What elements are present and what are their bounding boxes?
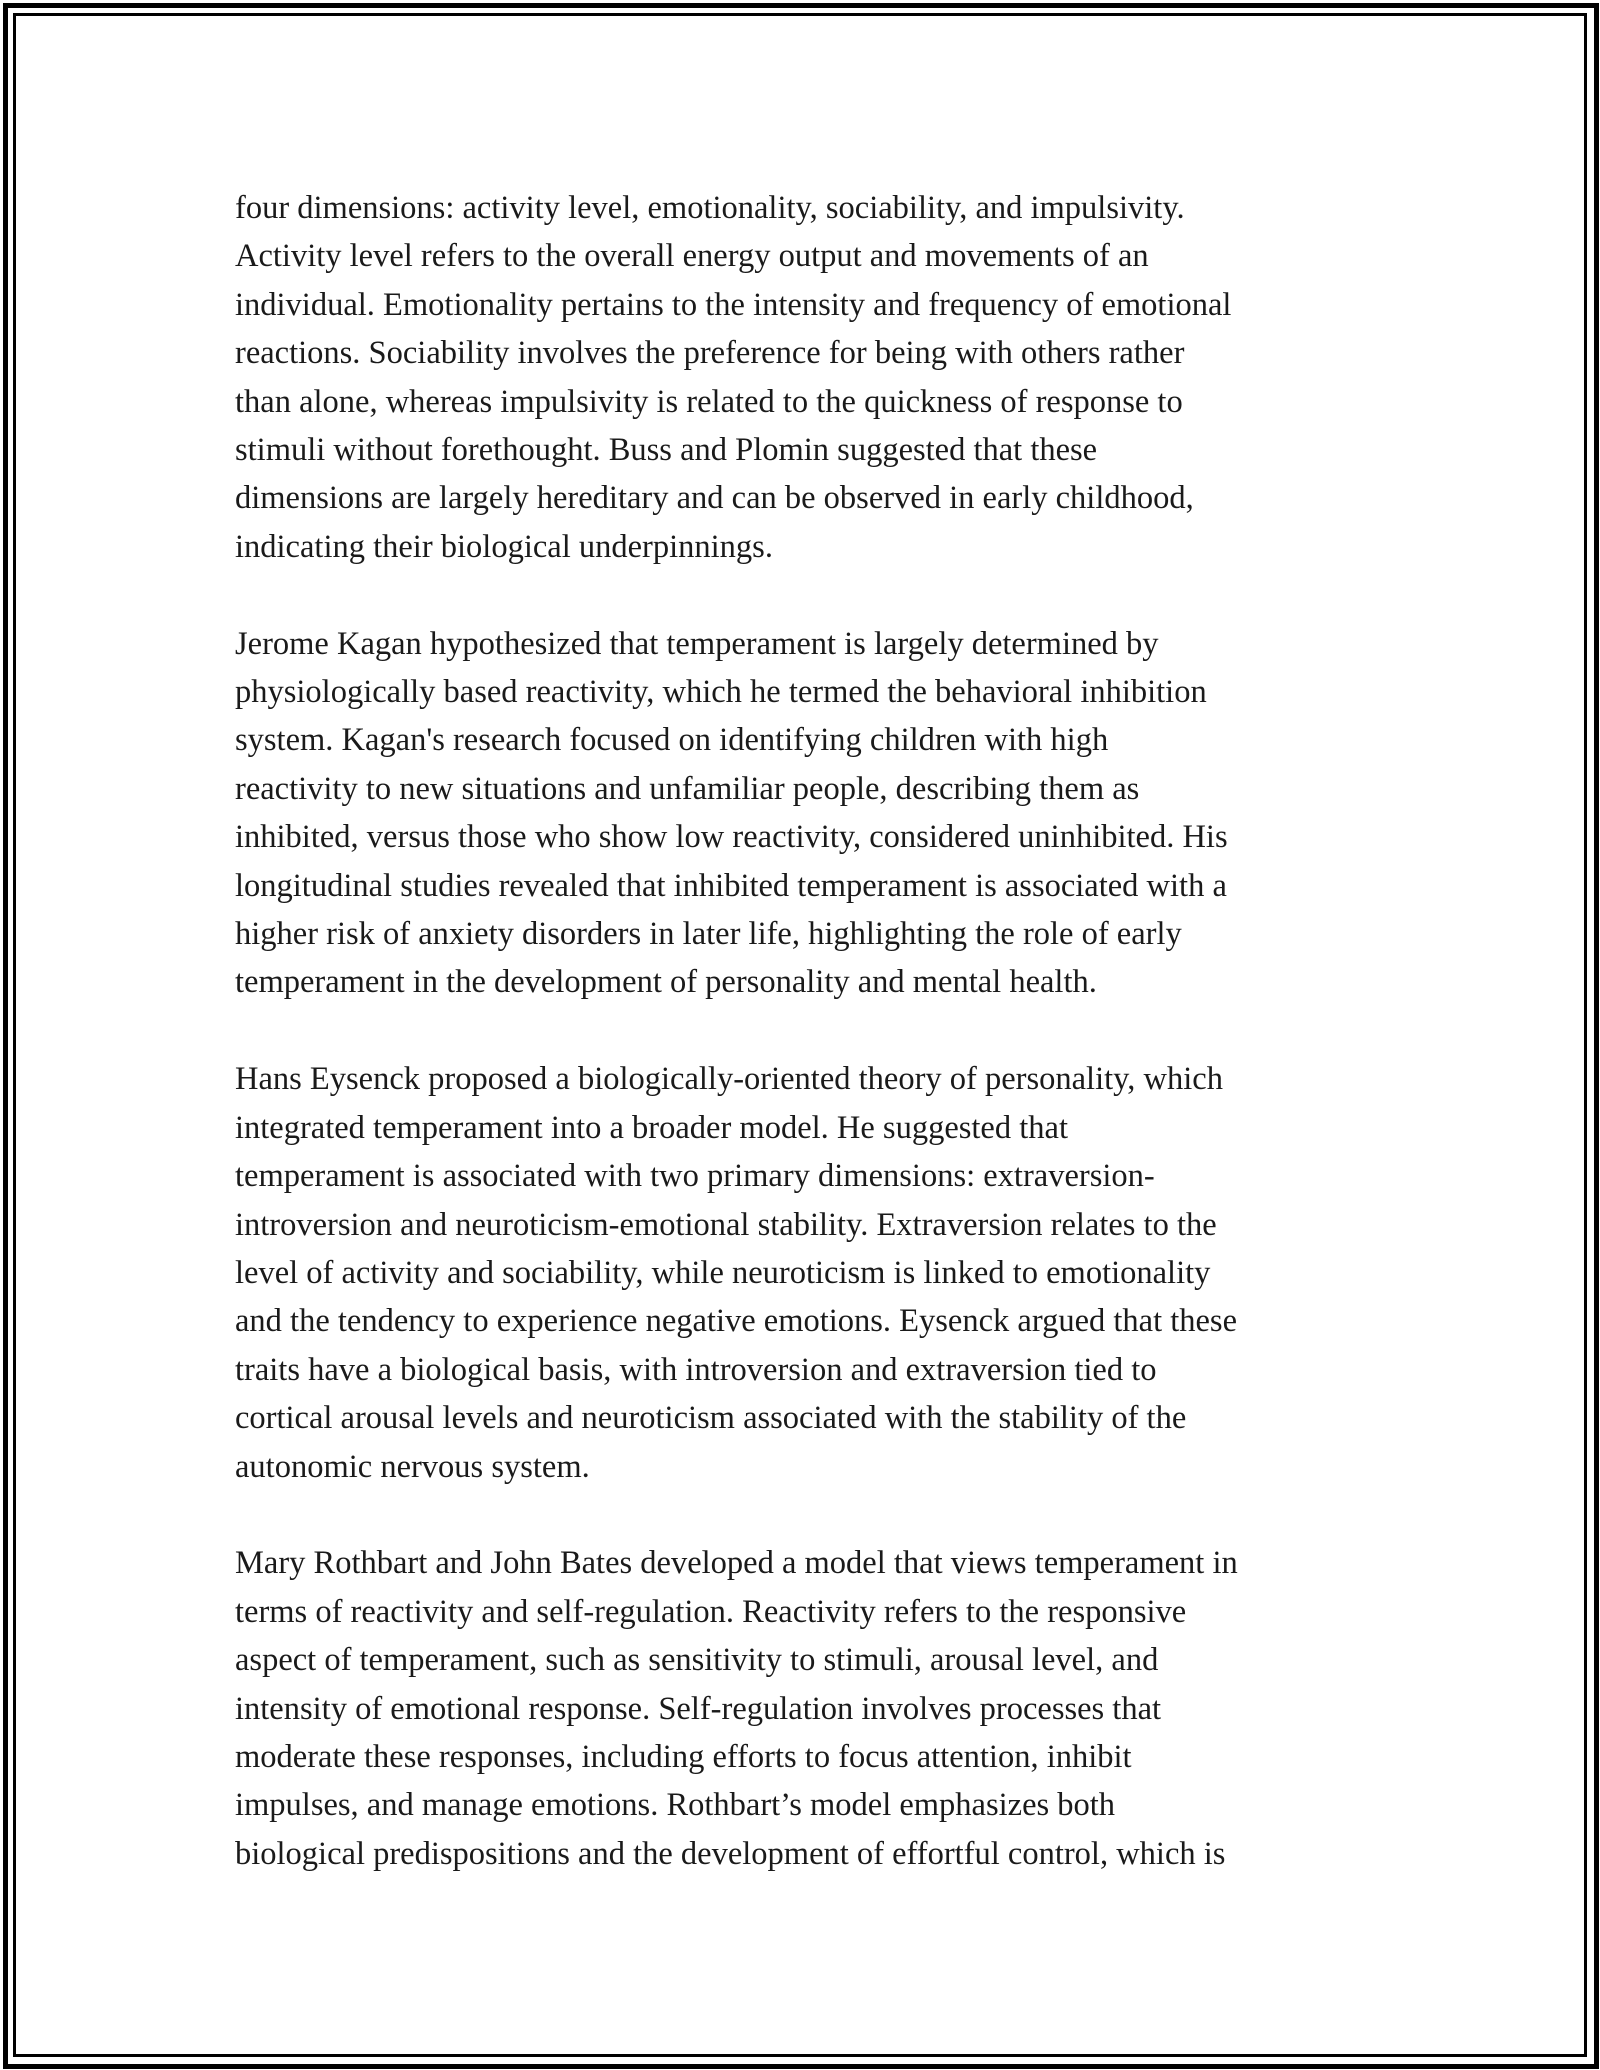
- text-line: terms of reactivity and self-regulation. Reactivity refers to the responsive: [235, 1593, 1187, 1630]
- text-line: longitudinal studies revealed that inhibited temperament is associated with a: [235, 867, 1227, 904]
- text-line: biological predispositions and the development of effortful control, which is: [235, 1835, 1226, 1872]
- text-line: aspect of temperament, such as sensitivity to stimuli, arousal level, and: [235, 1642, 1159, 1679]
- text-line: dimensions are largely hereditary and can be observed in early childhood,: [235, 480, 1194, 517]
- text-line: cortical arousal levels and neuroticism associated with the stability of the: [235, 1400, 1187, 1437]
- document-body: [235, 184, 1385, 1927]
- text-line: temperament is associated with two primary dimensions: extraversion-: [235, 1158, 1155, 1195]
- text-line: Activity level refers to the overall energy output and movements of an: [235, 238, 1149, 275]
- text-line: higher risk of anxiety disorders in later life, highlighting the role of early: [235, 916, 1182, 953]
- text-line: introversion and neuroticism-emotional stability. Extraversion relates to the: [235, 1206, 1217, 1243]
- paragraph-kagan: [235, 620, 1385, 1007]
- paragraph-rothbart-bates: [235, 1539, 1385, 1878]
- text-line: physiologically based reactivity, which he termed the behavioral inhibition: [235, 674, 1207, 711]
- text-line: and the tendency to experience negative emotions. Eysenck argued that these: [235, 1303, 1238, 1340]
- text-line: system. Kagan's research focused on identifying children with high: [235, 722, 1109, 759]
- paragraph-eysenck: [235, 1055, 1385, 1491]
- text-line: Hans Eysenck proposed a biologically-oriented theory of personality, which: [235, 1061, 1223, 1098]
- text-line: traits have a biological basis, with introversion and extraversion tied to: [235, 1351, 1157, 1388]
- text-line: intensity of emotional response. Self-regulation involves processes that: [235, 1690, 1162, 1727]
- text-line: temperament in the development of personality and mental health.: [235, 964, 1097, 1001]
- text-line: Mary Rothbart and John Bates developed a model that views temperament in: [235, 1545, 1238, 1582]
- text-line: four dimensions: activity level, emotionality, sociability, and impulsivity.: [235, 190, 1185, 226]
- text-line: individual. Emotionality pertains to the intensity and frequency of emotional: [235, 286, 1232, 323]
- text-line: moderate these responses, including efforts to focus attention, inhibit: [235, 1738, 1132, 1775]
- text-line: impulses, and manage emotions. Rothbart’s model emphasizes both: [235, 1787, 1116, 1824]
- text-line: Jerome Kagan hypothesized that temperament is largely determined by: [235, 625, 1159, 662]
- paragraph-buss-plomin: [235, 184, 1385, 571]
- text-line: reactivity to new situations and unfamiliar people, describing them as: [235, 770, 1140, 807]
- text-line: stimuli without forethought. Buss and Plomin suggested that these: [235, 432, 1098, 469]
- text-line: inhibited, versus those who show low reactivity, considered uninhibited. His: [235, 819, 1228, 856]
- text-line: indicating their biological underpinnings.: [235, 528, 773, 565]
- text-line: than alone, whereas impulsivity is related to the quickness of response to: [235, 383, 1183, 420]
- text-line: level of activity and sociability, while neuroticism is linked to emotionality: [235, 1254, 1211, 1291]
- text-line: integrated temperament into a broader model. He suggested that: [235, 1109, 1068, 1146]
- text-line: reactions. Sociability involves the preference for being with others rather: [235, 335, 1185, 372]
- text-line: autonomic nervous system.: [235, 1448, 590, 1485]
